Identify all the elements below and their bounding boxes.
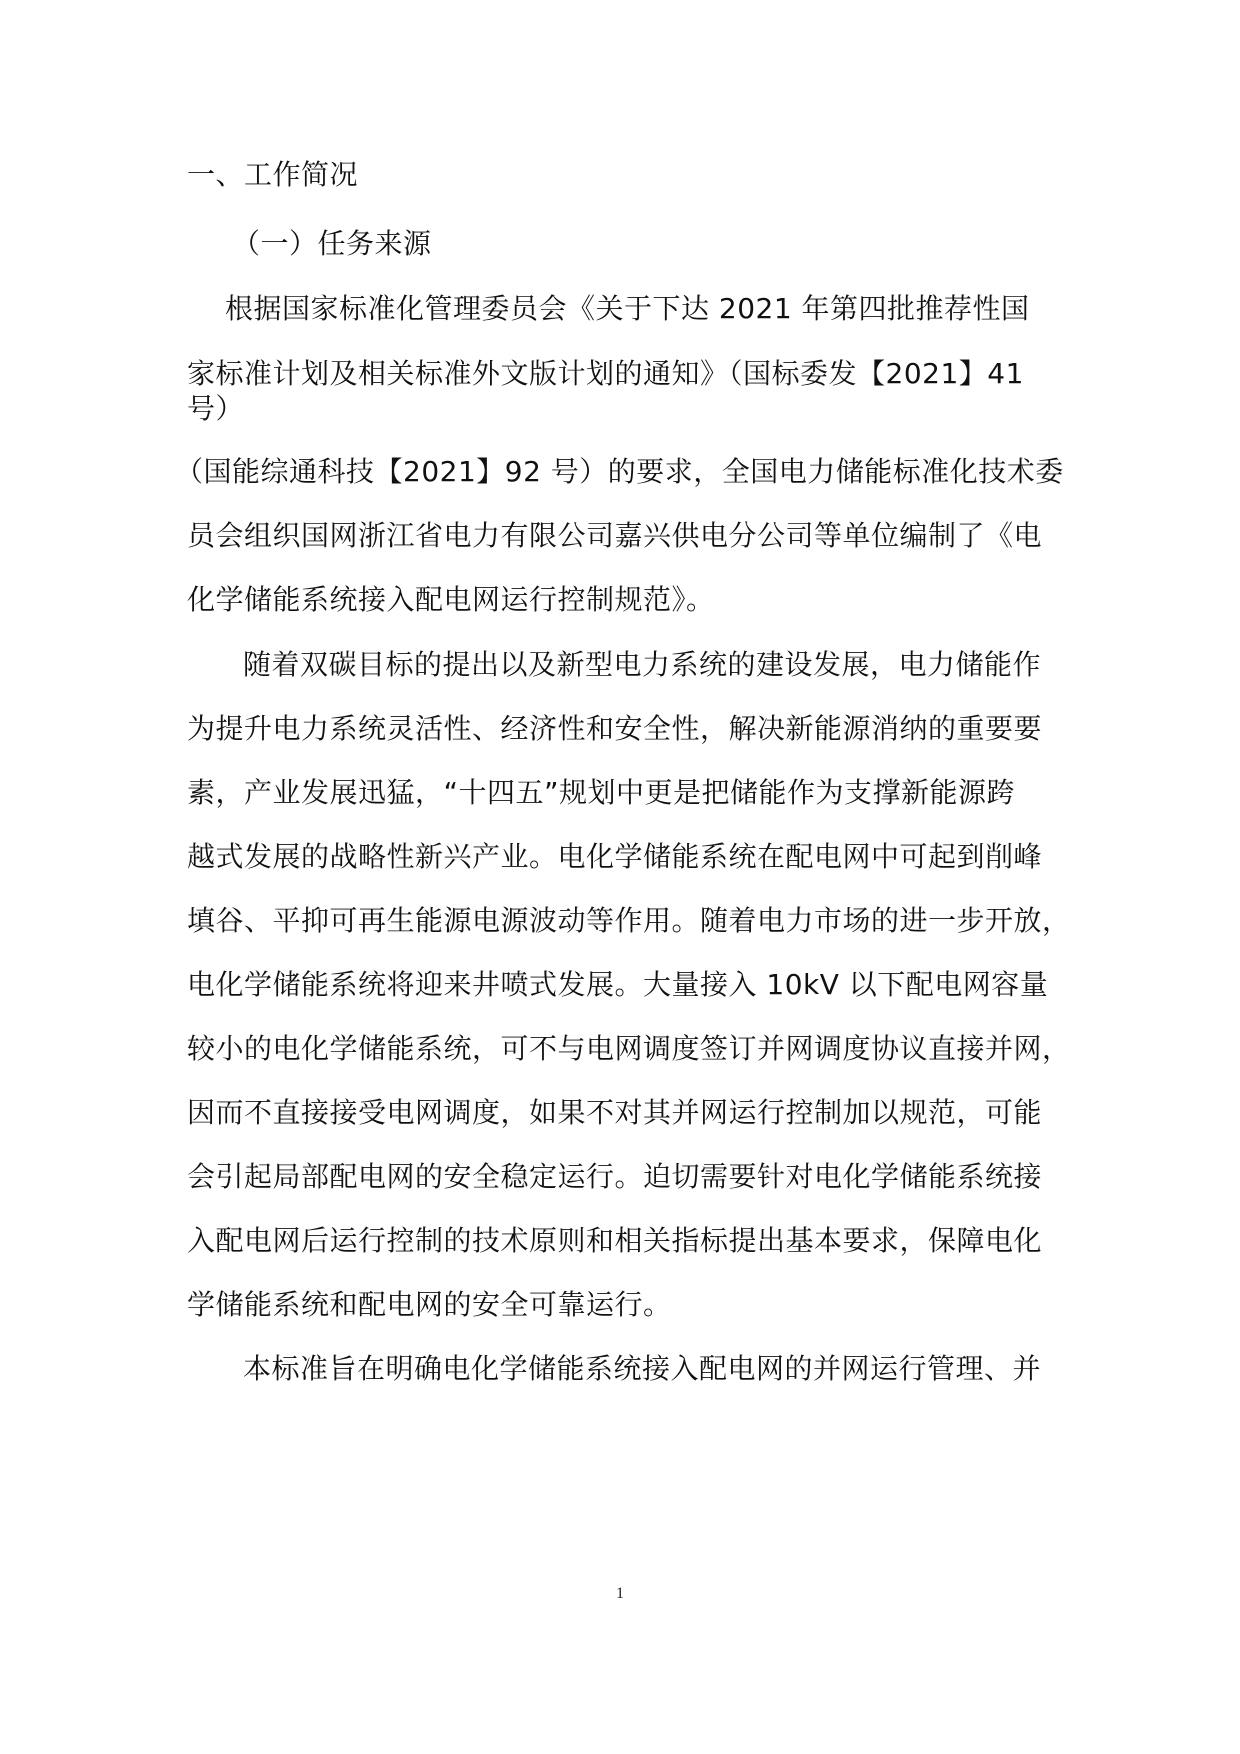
paragraph-line: 入配电网后运行控制的技术原则和相关指标提出基本要求，保障电化 — [187, 1224, 1043, 1257]
paragraph-line: 随着双碳目标的提出以及新型电力系统的建设发展，电力储能作 — [243, 648, 1042, 681]
paragraph-line: 为提升电力系统灵活性、经济性和安全性，解决新能源消纳的重要要 — [187, 712, 1043, 745]
paragraph-line: 越式发展的战略性新兴产业。电化学储能系统在配电网中可起到削峰 — [187, 840, 1043, 873]
paragraph-line: 家标准计划及相关标准外文版计划的通知》（国标委发【2021】41 — [187, 357, 1024, 390]
paragraph-line: 会引起局部配电网的安全稳定运行。迫切需要针对电化学储能系统接 — [187, 1160, 1043, 1193]
paragraph-line: 电化学储能系统将迎来井喷式发展。大量接入 10kV 以下配电网容量 — [187, 968, 1049, 1001]
paragraph-line: （国能综通科技【2021】92 号）的要求，全国电力储能标准化技术委 — [175, 455, 1064, 488]
paragraph-line: 员会组织国网浙江省电力有限公司嘉兴供电分公司等单位编制了《电 — [187, 519, 1043, 552]
paragraph-line: 因而不直接接受电网调度，如果不对其并网运行控制加以规范，可能 — [187, 1096, 1043, 1129]
paragraph-line: 较小的电化学储能系统，可不与电网调度签订并网调度协议直接并网， — [187, 1032, 1071, 1065]
paragraph-line: 号） — [187, 392, 245, 425]
paragraph-line: 根据国家标准化管理委员会《关于下达 2021 年第四批推荐性国 — [225, 292, 1030, 325]
section-heading: 一、工作简况 — [187, 158, 359, 191]
paragraph-line: 素，产业发展迅猛，“十四五”规划中更是把储能作为支撑新能源跨 — [187, 776, 1016, 809]
subsection-heading: （一）任务来源 — [232, 227, 432, 260]
paragraph-line: 本标准旨在明确电化学储能系统接入配电网的并网运行管理、并 — [243, 1352, 1042, 1385]
page-number: 1 — [616, 1585, 624, 1602]
paragraph-line: 化学储能系统接入配电网运行控制规范》。 — [187, 583, 715, 616]
paragraph-line: 填谷、平抑可再生能源电源波动等作用。随着电力市场的进一步开放， — [187, 904, 1071, 937]
paragraph-line: 学储能系统和配电网的安全可靠运行。 — [187, 1288, 672, 1321]
